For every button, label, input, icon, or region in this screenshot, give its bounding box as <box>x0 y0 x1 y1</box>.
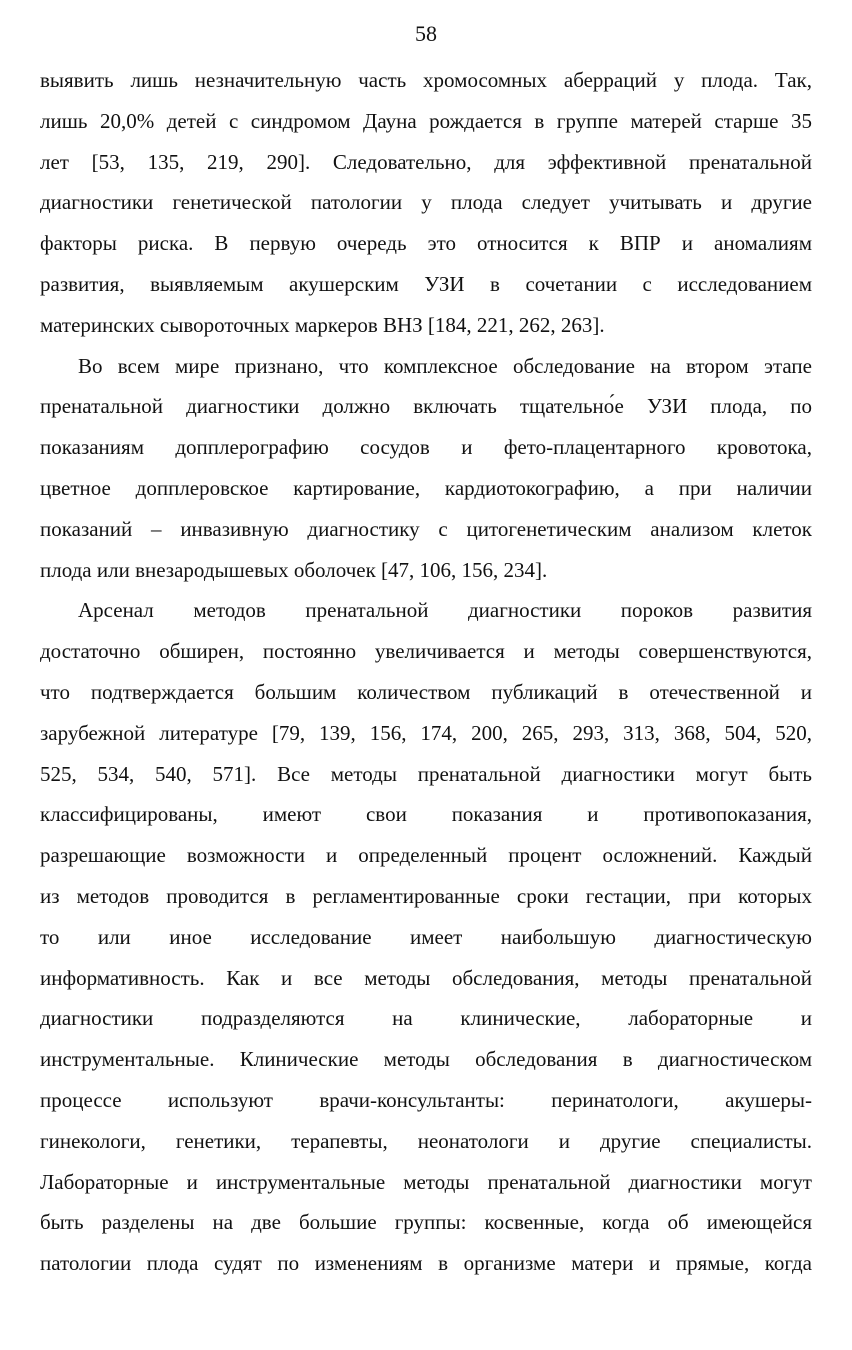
text-line: выявить лишь незначительную часть хромосомных аберраций у плода. Так, <box>40 68 812 92</box>
text-line: разрешающие возможности и определенный процент осложнений. Каждый <box>40 843 812 868</box>
text-line: что подтверждается большим количеством публикаций в отечественной и <box>40 679 812 704</box>
paragraph-2 <box>40 346 812 591</box>
paragraph-1 <box>40 60 812 346</box>
text-line: лишь 20,0% детей с синдромом Дауна рождается в группе матерей старше 35 <box>40 108 812 133</box>
text-line: пренатальной диагностики должно включать тщательно́е УЗИ плода, по <box>40 394 812 419</box>
text-line: диагностики подразделяются на клинические, лабораторные и <box>40 1006 812 1031</box>
paragraph-3 <box>40 590 812 1284</box>
text-line: показаниям допплерографию сосудов и фето-плацентарного кровотока, <box>40 435 812 460</box>
text-line: достаточно обширен, постоянно увеличивается и методы совершенствуются, <box>40 639 812 664</box>
text-line: факторы риска. В первую очередь это относится к ВПР и аномалиям <box>40 231 812 256</box>
text-line: Лабораторные и инструментальные методы пренатальной диагностики могут <box>40 1169 812 1194</box>
text-line: Арсенал методов пренатальной диагностики пороков развития <box>78 598 812 623</box>
text-line: показаний – инвазивную диагностику с цитогенетическим анализом клеток <box>40 516 812 541</box>
text-line: гинекологи, генетики, терапевты, неонатологи и другие специалисты. <box>40 1128 812 1153</box>
text-line: информативность. Как и все методы обследования, методы пренатальной <box>40 965 812 990</box>
text-line: материнских сывороточных маркеров ВНЗ [184, 221, 262, 263]. <box>40 312 605 337</box>
text-line: плода или внезародышевых оболочек [47, 106, 156, 234]. <box>40 557 548 582</box>
page-number: 58 <box>415 21 437 46</box>
text-line: патологии плода судят по изменениям в организме матери и прямые, когда <box>40 1251 812 1276</box>
text-line: процессе используют врачи-консультанты: перинатологи, акушеры- <box>40 1087 812 1112</box>
text-line: зарубежной литературе [79, 139, 156, 174, 200, 265, 293, 313, 368, 504, 520, <box>40 720 812 745</box>
document-body <box>40 60 812 1284</box>
text-line: инструментальные. Клинические методы обследования в диагностическом <box>40 1047 812 1072</box>
text-line: лет [53, 135, 219, 290]. Следовательно, для эффективной пренатальной <box>40 149 812 174</box>
text-line: цветное допплеровское картирование, кардиотокографию, а при наличии <box>40 475 812 500</box>
text-line: быть разделены на две большие группы: косвенные, когда об имеющейся <box>40 1210 812 1235</box>
text-line: 525, 534, 540, 571]. Все методы пренатальной диагностики могут быть <box>40 761 812 786</box>
text-line: развития, выявляемым акушерским УЗИ в сочетании с исследованием <box>40 271 812 296</box>
text-line: диагностики генетической патологии у плода следует учитывать и другие <box>40 190 812 215</box>
text-line: Во всем мире признано, что комплексное обследование на втором этапе <box>78 353 812 378</box>
text-line: из методов проводится в регламентированные сроки гестации, при которых <box>40 883 812 908</box>
text-line: то или иное исследование имеет наибольшую диагностическую <box>40 924 812 949</box>
text-line: классифицированы, имеют свои показания и противопоказания, <box>40 802 812 827</box>
